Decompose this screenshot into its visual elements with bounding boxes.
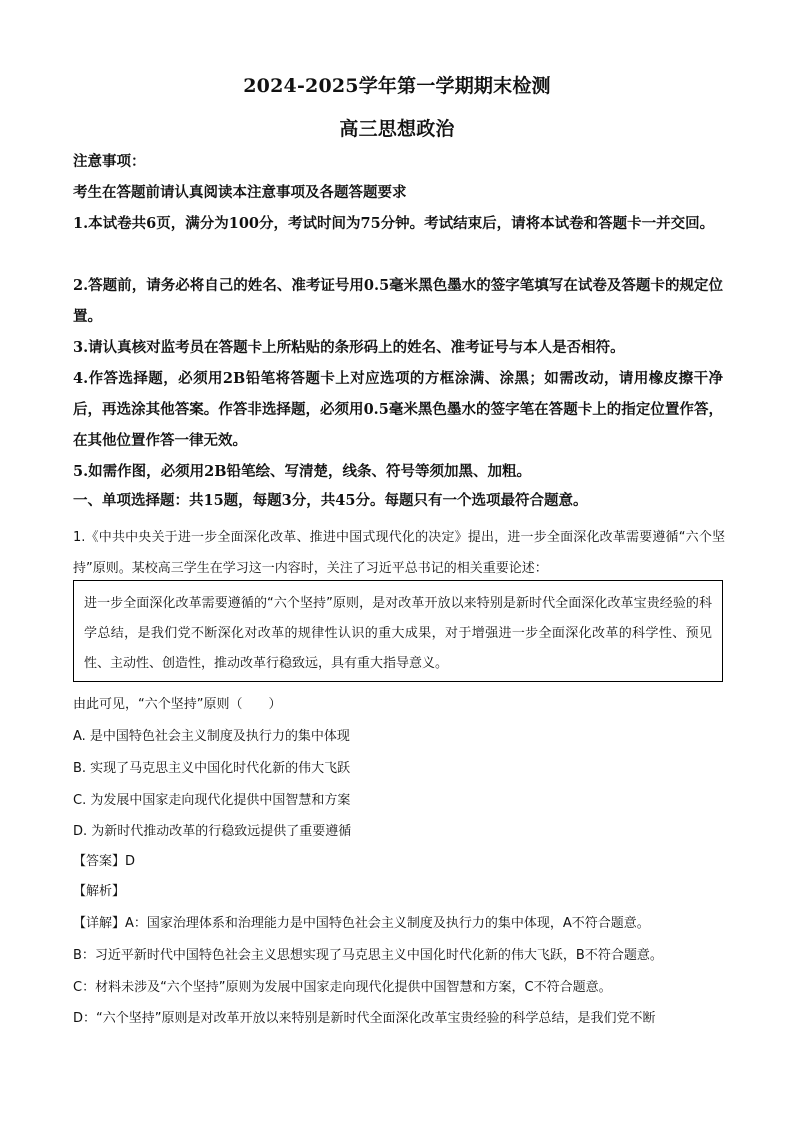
quote-box bbox=[73, 580, 723, 682]
option-d: D. 为新时代推动改革的行稳致远提供了重要遵循 bbox=[73, 824, 352, 839]
notice-item-5: 5.如需作图，必须用2B铅笔绘、写清楚，线条、符号等须加黑、加粗。 bbox=[73, 463, 531, 480]
notice-heading: 注意事项： bbox=[73, 153, 146, 170]
detail-line-a: 【详解】A：国家治理体系和治理能力是中国特色社会主义制度及执行力的集中体现，A不符合题意。 bbox=[73, 916, 650, 931]
exam-subject: 高三思想政治 bbox=[339, 118, 455, 140]
analysis-label: 【解析】 bbox=[73, 884, 126, 899]
detail-line-c: C：材料未涉及“六个坚持”原则为发展中国家走向现代化提供中国智慧和方案，C不符合题意。 bbox=[73, 980, 612, 995]
notice-intro: 考生在答题前请认真阅读本注意事项及各题答题要求 bbox=[73, 184, 407, 201]
option-a: A. 是中国特色社会主义制度及执行力的集中体现 bbox=[73, 729, 350, 744]
detail-line-d: D：“六个坚持”原则是对改革开放以来特别是新时代全面深化改革宝贵经验的科学总结，是我们党不断 bbox=[73, 1011, 656, 1026]
option-b: B. 实现了马克思主义中国化时代化新的伟大飞跃 bbox=[73, 761, 351, 776]
notice-item-2: 2.答题前，请务必将自己的姓名、准考证号用0.5毫米黑色墨水的签字笔填写在试卷及答题卡的规定位置。 bbox=[73, 277, 723, 325]
notice-item-1: 1.本试卷共6页，满分为100分，考试时间为75分钟。考试结束后，请将本试卷和答题卡一并交回。 bbox=[73, 215, 715, 232]
detail-line-b: B：习近平新时代中国特色社会主义思想实现了马克思主义中国化时代化新的伟大飞跃，B不符合题意。 bbox=[73, 948, 663, 963]
question-prompt: 由此可见，“六个坚持”原则（ ） bbox=[73, 697, 282, 712]
question-stem: 1.《中共中央关于进一步全面深化改革、推进中国式现代化的决定》提出，进一步全面深化改革需要遵循“六个坚持”原则。某校高三学生在学习这一内容时，关注了习近平总书记的相关重要论述： bbox=[73, 530, 725, 576]
notice-item-4: 4.作答选择题，必须用2B铅笔将答题卡上对应选项的方框涂满、涂黑；如需改动，请用橡皮擦干净后，再选涂其他答案。作答非选择题，必须用0.5毫米黑色墨水的签字笔在答题卡上的指定位置作答，在其他位置作答一律无效。 bbox=[73, 370, 723, 449]
option-c: C. 为发展中国家走向现代化提供中国智慧和方案 bbox=[73, 793, 351, 808]
notice-item-3: 3.请认真核对监考员在答题卡上所粘贴的条形码上的姓名、准考证号与本人是否相符。 bbox=[73, 339, 625, 356]
quote-text: 进一步全面深化改革需要遵循的“六个坚持”原则，是对改革开放以来特别是新时代全面深化改革宝贵经验的科学总结，是我们党不断深化对改革的规律性认识的重大成果，对于增强进一步全面深化改革的科学性、预见性、主动性、创造性，推动改革行稳致远，具有重大指导意义。 bbox=[84, 596, 712, 671]
exam-title: 2024-2025学年第一学期期末检测 bbox=[243, 75, 551, 97]
section-title: 一、单项选择题：共15题，每题3分，共45分。每题只有一个选项最符合题意。 bbox=[73, 492, 588, 509]
answer-label: 【答案】D bbox=[73, 854, 136, 869]
